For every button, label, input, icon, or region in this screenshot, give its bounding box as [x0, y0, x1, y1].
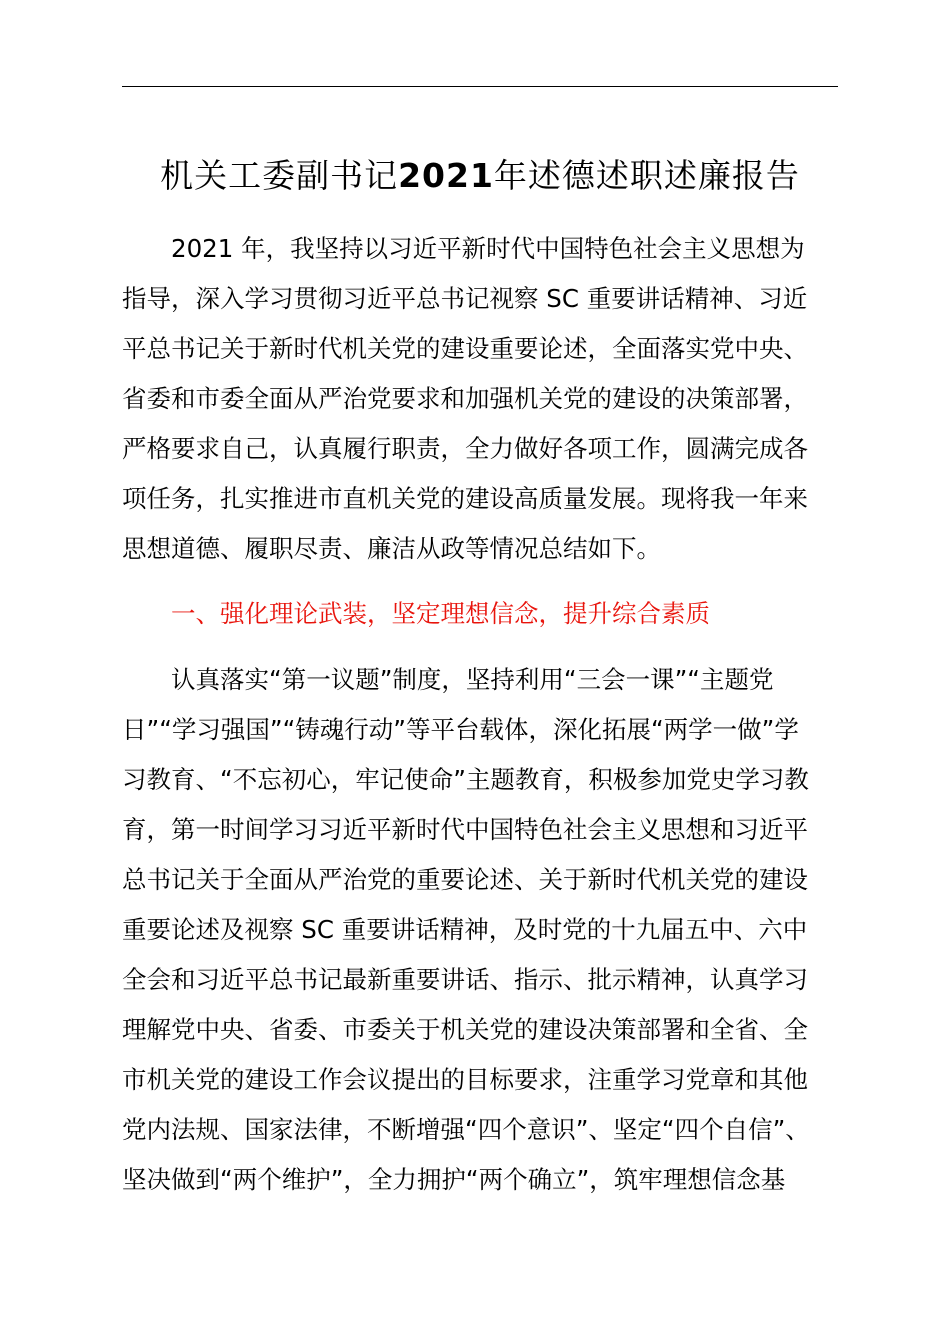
- title-prefix: 机关工委副书记: [160, 156, 399, 195]
- section-line-5: 总书记关于全面从严治党的重要论述、关于新时代机关党的建设: [122, 865, 808, 894]
- section-line-3: 习教育、“不忘初心，牢记使命”主题教育，积极参加党史学习教: [122, 765, 809, 794]
- section-line-8: 理解党中央、省委、市委关于机关党的建设决策部署和全省、全: [122, 1015, 808, 1044]
- intro-line-7: 思想道德、履职尽责、廉洁从政等情况总结如下。: [122, 534, 661, 563]
- section-line-1: 认真落实“第一议题”制度，坚持利用“三会一课”“主题党: [171, 665, 774, 694]
- section-line-2: 日”“学习强国”“铸魂行动”等平台载体，深化拓展“两学一做”学: [122, 715, 799, 744]
- section-line-11: 坚决做到“两个维护”，全力拥护“两个确立”，筑牢理想信念基: [122, 1165, 786, 1194]
- section-line-7: 全会和习近平总书记最新重要讲话、指示、批示精神，认真学习: [122, 965, 808, 994]
- intro-line-1: 2021 年，我坚持以习近平新时代中国特色社会主义思想为: [171, 234, 805, 263]
- document-title: [122, 148, 838, 204]
- intro-line-2: 指导，深入学习贯彻习近平总书记视察 SC 重要讲话精神、习近: [122, 284, 808, 313]
- section-line-4: 育，第一时间学习习近平新时代中国特色社会主义思想和习近平: [122, 815, 808, 844]
- intro-paragraph: [122, 224, 838, 574]
- section-line-9: 市机关党的建设工作会议提出的目标要求，注重学习党章和其他: [122, 1065, 808, 1094]
- intro-line-4: 省委和市委全面从严治党要求和加强机关党的建设的决策部署，: [122, 384, 808, 413]
- title-year: 2021: [398, 156, 494, 195]
- intro-line-5: 严格要求自己，认真履行职责，全力做好各项工作，圆满完成各: [122, 434, 808, 463]
- section-line-10: 党内法规、国家法律，不断增强“四个意识”、坚定“四个自信”、: [122, 1115, 810, 1144]
- header-rule: [122, 86, 838, 87]
- intro-line-3: 平总书记关于新时代机关党的建设重要论述，全面落实党中央、: [122, 334, 808, 363]
- section-line-6: 重要论述及视察 SC 重要讲话精神，及时党的十九届五中、六中: [122, 915, 808, 944]
- section-1-paragraph: [122, 655, 838, 1205]
- intro-line-6: 项任务，扎实推进市直机关党的建设高质量发展。现将我一年来: [122, 484, 808, 513]
- title-suffix: 年述德述职述廉报告: [493, 156, 800, 195]
- section-heading-1: 一、强化理论武装，坚定理想信念，提升综合素质: [171, 599, 710, 628]
